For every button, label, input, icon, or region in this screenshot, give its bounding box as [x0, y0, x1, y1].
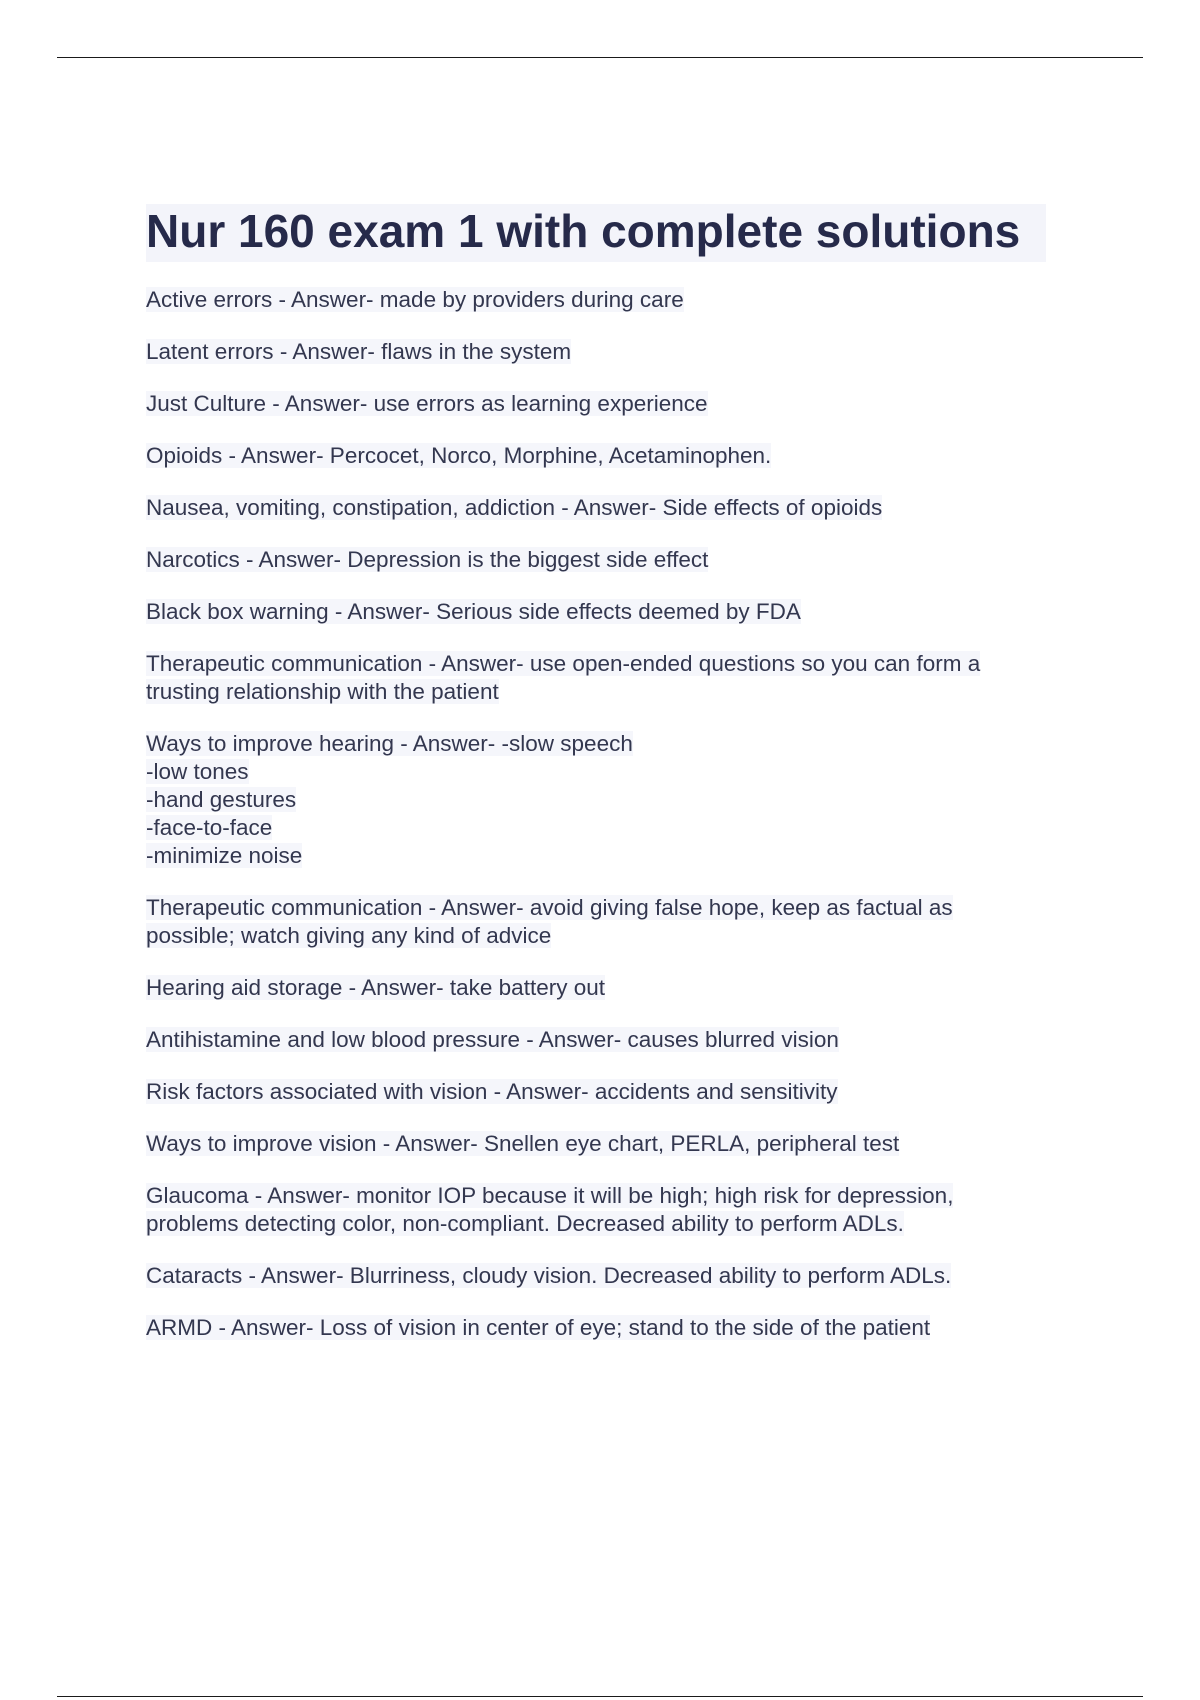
- qa-entry-line: [146, 842, 1091, 870]
- qa-entry-line: [146, 494, 1091, 522]
- document-body: [146, 204, 1091, 1366]
- footer-divider: [57, 1696, 1143, 1697]
- qa-entry: [146, 974, 1091, 1002]
- qa-entry: [146, 1182, 1091, 1238]
- qa-entry: [146, 1026, 1091, 1054]
- qa-entry-line: [146, 678, 1091, 706]
- qa-entry-text: Cataracts - Answer- Blurriness, cloudy vision. Decreased ability to perform ADLs.: [146, 1263, 952, 1288]
- qa-entry-text: possible; watch giving any kind of advice: [146, 923, 552, 948]
- qa-entry-text: Just Culture - Answer- use errors as learning experience: [146, 391, 708, 416]
- qa-entry-line: [146, 894, 1091, 922]
- qa-entry-text: Black box warning - Answer- Serious side effects deemed by FDA: [146, 599, 801, 624]
- document-title: Nur 160 exam 1 with complete solutions: [146, 204, 1046, 262]
- qa-entry-text: Ways to improve hearing - Answer- -slow speech: [146, 731, 633, 756]
- qa-entry-line: [146, 286, 1091, 314]
- qa-entry-text: -minimize noise: [146, 843, 303, 868]
- qa-entry-text: -face-to-face: [146, 815, 273, 840]
- header-divider: [57, 57, 1143, 58]
- qa-entry-line: [146, 1314, 1091, 1342]
- qa-entry-text: trusting relationship with the patient: [146, 679, 499, 704]
- qa-entry-text: Ways to improve vision - Answer- Snellen eye chart, PERLA, peripheral test: [146, 1131, 900, 1156]
- qa-entry: [146, 286, 1091, 314]
- qa-entry: [146, 894, 1091, 950]
- qa-entry-line: [146, 442, 1091, 470]
- qa-entry-line: [146, 650, 1091, 678]
- qa-entry-line: [146, 1262, 1091, 1290]
- qa-entry-line: [146, 922, 1091, 950]
- qa-entry-text: -hand gestures: [146, 787, 297, 812]
- qa-entry-text: Hearing aid storage - Answer- take battery out: [146, 975, 605, 1000]
- qa-entry-line: [146, 1210, 1091, 1238]
- qa-entry-text: Risk factors associated with vision - Answer- accidents and sensitivity: [146, 1079, 838, 1104]
- qa-entry-text: Active errors - Answer- made by providers during care: [146, 287, 684, 312]
- qa-entry-line: [146, 1130, 1091, 1158]
- qa-entry: [146, 1078, 1091, 1106]
- qa-entry-text: Narcotics - Answer- Depression is the biggest side effect: [146, 547, 709, 572]
- qa-entry: [146, 650, 1091, 706]
- qa-entry-line: [146, 546, 1091, 574]
- qa-entry-text: Glaucoma - Answer- monitor IOP because it will be high; high risk for depression,: [146, 1183, 954, 1208]
- qa-entry: [146, 390, 1091, 418]
- qa-entry-line: [146, 1026, 1091, 1054]
- qa-entry-line: [146, 974, 1091, 1002]
- qa-entry-text: Nausea, vomiting, constipation, addiction - Answer- Side effects of opioids: [146, 495, 883, 520]
- qa-entry-text: Therapeutic communication - Answer- use open-ended questions so you can form a: [146, 651, 981, 676]
- qa-entry-line: [146, 758, 1091, 786]
- qa-entry-line: [146, 390, 1091, 418]
- qa-entry: [146, 1314, 1091, 1342]
- qa-entry-line: [146, 786, 1091, 814]
- qa-entry-line: [146, 1182, 1091, 1210]
- qa-entry: [146, 1262, 1091, 1290]
- qa-entry: [146, 1130, 1091, 1158]
- qa-entry-text: problems detecting color, non-compliant. Decreased ability to perform ADLs.: [146, 1211, 904, 1236]
- qa-entry: [146, 598, 1091, 626]
- qa-entry-line: [146, 1078, 1091, 1106]
- qa-entry-text: Therapeutic communication - Answer- avoid giving false hope, keep as factual as: [146, 895, 953, 920]
- qa-entry: [146, 494, 1091, 522]
- qa-list: [146, 286, 1091, 1342]
- qa-entry-line: [146, 598, 1091, 626]
- qa-entry: [146, 546, 1091, 574]
- qa-entry-text: Latent errors - Answer- flaws in the system: [146, 339, 572, 364]
- qa-entry-line: [146, 730, 1091, 758]
- qa-entry: [146, 338, 1091, 366]
- qa-entry-text: Opioids - Answer- Percocet, Norco, Morphine, Acetaminophen.: [146, 443, 772, 468]
- qa-entry: [146, 442, 1091, 470]
- qa-entry-text: -low tones: [146, 759, 249, 784]
- qa-entry-line: [146, 338, 1091, 366]
- qa-entry-line: [146, 814, 1091, 842]
- qa-entry-text: ARMD - Answer- Loss of vision in center of eye; stand to the side of the patient: [146, 1315, 931, 1340]
- qa-entry: [146, 730, 1091, 870]
- qa-entry-text: Antihistamine and low blood pressure - Answer- causes blurred vision: [146, 1027, 839, 1052]
